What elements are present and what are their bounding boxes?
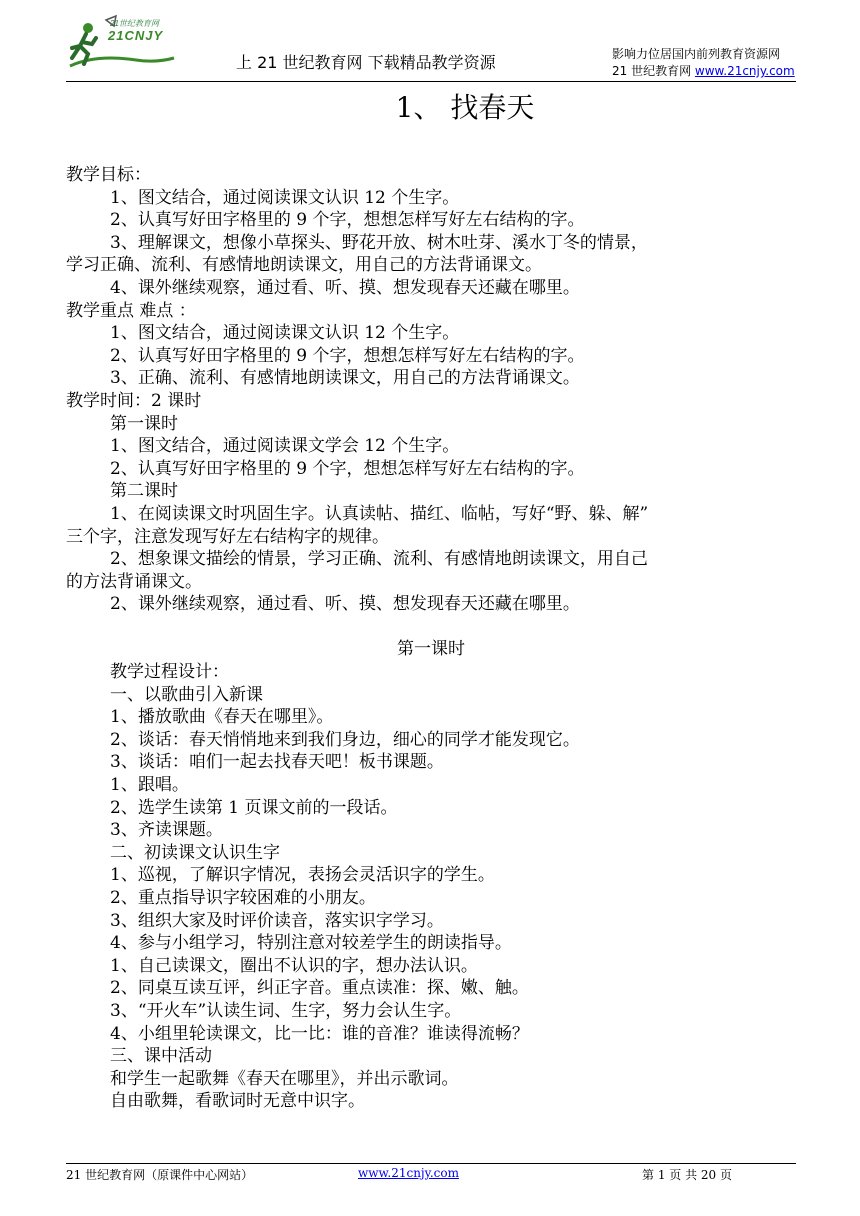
page-header	[0, 0, 860, 82]
text-line: 的方法背诵课文。	[66, 571, 202, 592]
text-line: 2、同桌互读互评，纠正字音。重点读准：探、嫩、触。	[110, 978, 529, 999]
document-title: 1、 找春天	[395, 91, 535, 124]
text-line: 3、“开火车”认读生词、生字，努力会认生字。	[110, 1000, 462, 1021]
header-site-prefix: 21 世纪教育网	[612, 64, 695, 78]
text-line: 二、初读课文认识生字	[110, 842, 280, 863]
text-line: 教学重点 难点 ：	[66, 300, 196, 321]
footer-source: 21 世纪教育网（原课件中心网站）	[66, 1168, 254, 1182]
text-line: 2、重点指导识字较困难的小朋友。	[110, 888, 376, 908]
text-line: 自由歌舞，看歌词时无意中识字。	[110, 1091, 365, 1112]
text-line: 1、图文结合，通过阅读课文学会 12 个生字。	[110, 436, 460, 457]
text-line: 1、播放歌曲《春天在哪里》。	[110, 707, 334, 728]
text-line: 1、图文结合，通过阅读课文认识 12 个生字。	[110, 187, 460, 208]
footer-divider	[66, 1163, 796, 1164]
text-line: 1、在阅读课文时巩固生字。认真读帖、描红、临帖，写好“野、躲、解”	[110, 503, 649, 524]
text-line: 一、以歌曲引入新课	[110, 684, 263, 705]
text-line: 1、图文结合，通过阅读课文认识 12 个生字。	[110, 323, 460, 344]
text-line: 3、理解课文，想像小草探头、野花开放、树木吐芽、溪水丁冬的情景，	[110, 232, 648, 253]
text-line: 第二课时	[110, 481, 178, 502]
text-line: 教学过程设计：	[110, 662, 229, 683]
text-line: 2、认真写好田字格里的 9 个字，想想怎样写好左右结构的字。	[110, 210, 585, 231]
logo-site-name: 21世纪教育网	[110, 19, 159, 28]
logo-brand: 21CNJY	[108, 28, 164, 43]
text-line: 和学生一起歌舞《春天在哪里》，并出示歌词。	[110, 1068, 459, 1089]
site-logo[interactable]	[66, 14, 178, 78]
section-heading: 第一课时	[397, 639, 465, 660]
text-line: 1、跟唱。	[110, 775, 189, 796]
text-line: 2、想象课文描绘的情景，学习正确、流利、有感情地朗读课文，用自己	[110, 549, 648, 570]
text-line: 2、课外继续观察，通过看、听、摸、想发现春天还藏在哪里。	[110, 594, 580, 615]
text-line: 3、正确、流利、有感情地朗读课文，用自己的方法背诵课文。	[110, 368, 580, 389]
footer-link-wrap	[358, 1166, 459, 1180]
text-line: 教学时间：2 课时	[66, 390, 202, 411]
text-line: 3、齐读课题。	[110, 820, 223, 841]
text-line: 1、自己读课文，圈出不认识的字，想办法认识。	[110, 955, 478, 976]
text-line: 学习正确、流利、有感情地朗读课文，用自己的方法背诵课文。	[66, 255, 542, 276]
text-line: 2、认真写好田字格里的 9 个字，想想怎样写好左右结构的字。	[110, 458, 585, 479]
text-line: 4、小组里轮读课文，比一比：谁的音准？谁读得流畅？	[110, 1023, 529, 1044]
header-site-line	[612, 63, 795, 80]
header-slogan: 影响力位居国内前列教育资源网	[612, 47, 781, 61]
header-divider	[66, 81, 796, 82]
text-line: 2、谈话：春天悄悄地来到我们身边，细心的同学才能发现它。	[110, 729, 580, 750]
text-line: 4、参与小组学习，特别注意对较差学生的朗读指导。	[110, 933, 512, 954]
document-body	[66, 164, 796, 1113]
footer-page-number: 第 1 页 共 20 页	[642, 1168, 732, 1182]
header-title: 上 21 世纪教育网 下载精品教学资源	[236, 53, 496, 72]
text-line: 2、选学生读第 1 页课文前的一段话。	[110, 797, 398, 818]
text-line: 三、课中活动	[110, 1046, 212, 1067]
header-site-link[interactable]: www.21cnjy.com	[694, 64, 795, 78]
blank-line	[66, 616, 796, 639]
text-line: 3、组织大家及时评价读音，落实识字学习。	[110, 910, 444, 931]
text-line: 4、课外继续观察，通过看、听、摸、想发现春天还藏在哪里。	[110, 277, 580, 298]
footer-link[interactable]: www.21cnjy.com	[358, 1166, 459, 1180]
header-right	[612, 46, 795, 80]
text-line: 三个字，注意发现写好左右结构字的规律。	[66, 526, 389, 547]
text-line: 第一课时	[110, 413, 178, 434]
text-line: 教学目标：	[66, 165, 151, 185]
text-line: 2、认真写好田字格里的 9 个字，想想怎样写好左右结构的字。	[110, 345, 585, 366]
text-line: 3、谈话：咱们一起去找春天吧！板书课题。	[110, 752, 444, 773]
text-line: 1、巡视，了解识字情况，表扬会灵活识字的学生。	[110, 865, 495, 886]
